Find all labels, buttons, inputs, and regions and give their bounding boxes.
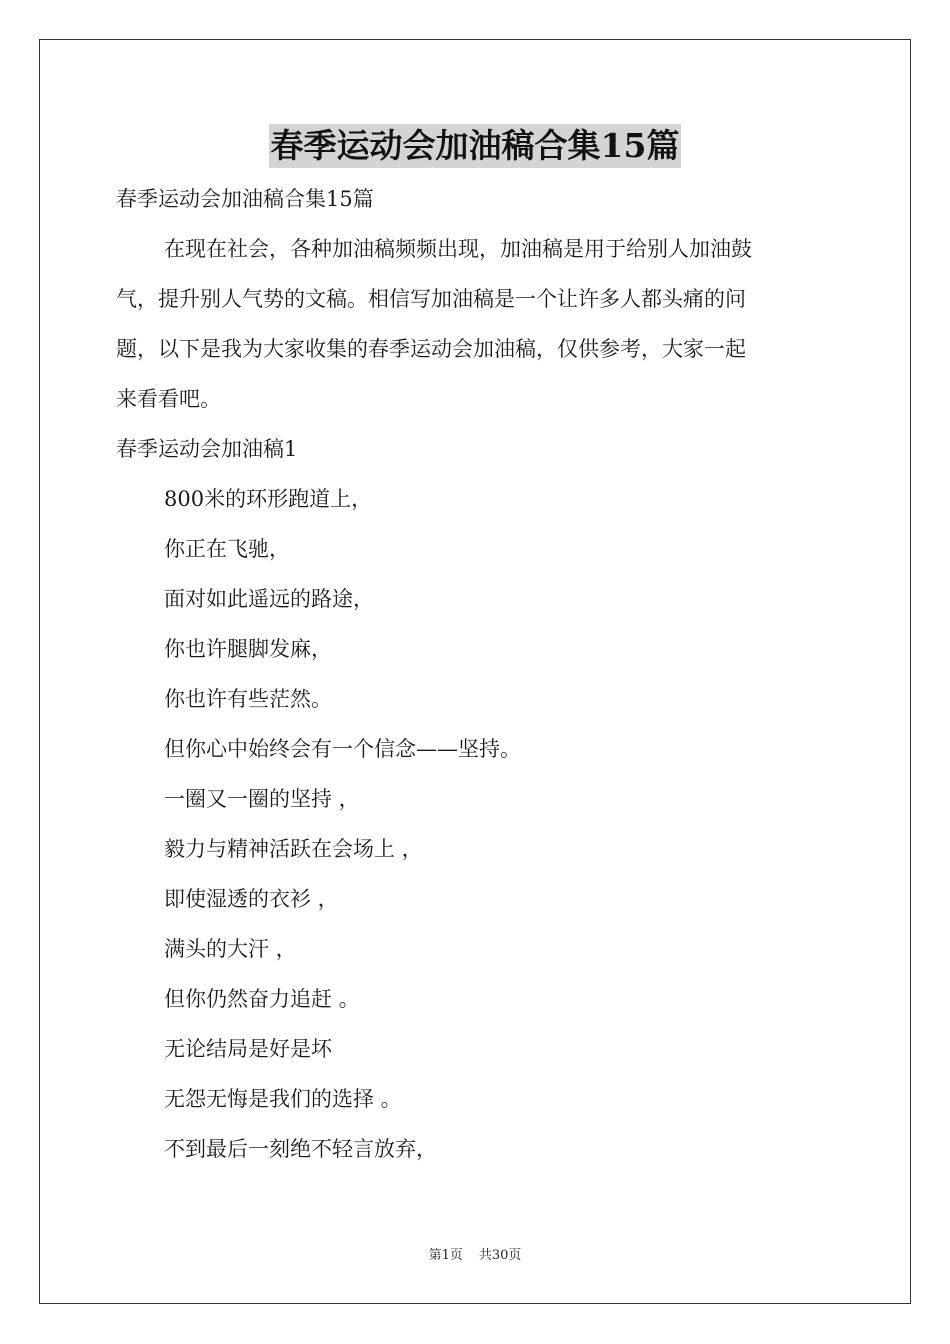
text-line: 800米的环形跑道上，: [164, 487, 373, 511]
text-line: 面对如此遥远的路途，: [164, 587, 374, 611]
text-line: 春季运动会加油稿合集15篇: [116, 187, 374, 211]
page-footer: [0, 1247, 950, 1265]
page-total: 共30页: [478, 1248, 522, 1263]
text-line: 一圈又一圈的坚持 ，: [164, 787, 360, 811]
text-line: 无论结局是好是坏: [164, 1037, 332, 1061]
text-line: 气，提升别人气势的文稿。相信写加油稿是一个让许多人都头痛的问: [116, 287, 746, 311]
text-line: 在现在社会，各种加油稿频频出现，加油稿是用于给别人加油鼓: [164, 237, 752, 261]
text-line: 来看看吧。: [116, 387, 221, 411]
title-container: [0, 124, 950, 168]
text-line: 你正在飞驰，: [164, 537, 290, 561]
text-line: 无怨无悔是我们的选择 。: [164, 1087, 402, 1111]
page-number: 第1页: [428, 1248, 463, 1263]
text-line: 但你心中始终会有一个信念——坚持。: [164, 737, 521, 761]
text-line: 毅力与精神活跃在会场上 ，: [164, 837, 423, 861]
text-line: 即使湿透的衣衫 ，: [164, 887, 339, 911]
text-line: 但你仍然奋力追赶 。: [164, 987, 360, 1011]
text-line: 春季运动会加油稿1: [116, 437, 298, 461]
text-line: 满头的大汗 ，: [164, 937, 297, 961]
text-line: 你也许有些茫然。: [164, 687, 332, 711]
document-body: [116, 174, 836, 1174]
text-line: 你也许腿脚发麻，: [164, 637, 332, 661]
text-line: 题，以下是我为大家收集的春季运动会加油稿，仅供参考，大家一起: [116, 337, 746, 361]
document-title: 春季运动会加油稿合集15篇: [269, 124, 682, 168]
text-line: 不到最后一刻绝不轻言放弃，: [164, 1137, 437, 1161]
